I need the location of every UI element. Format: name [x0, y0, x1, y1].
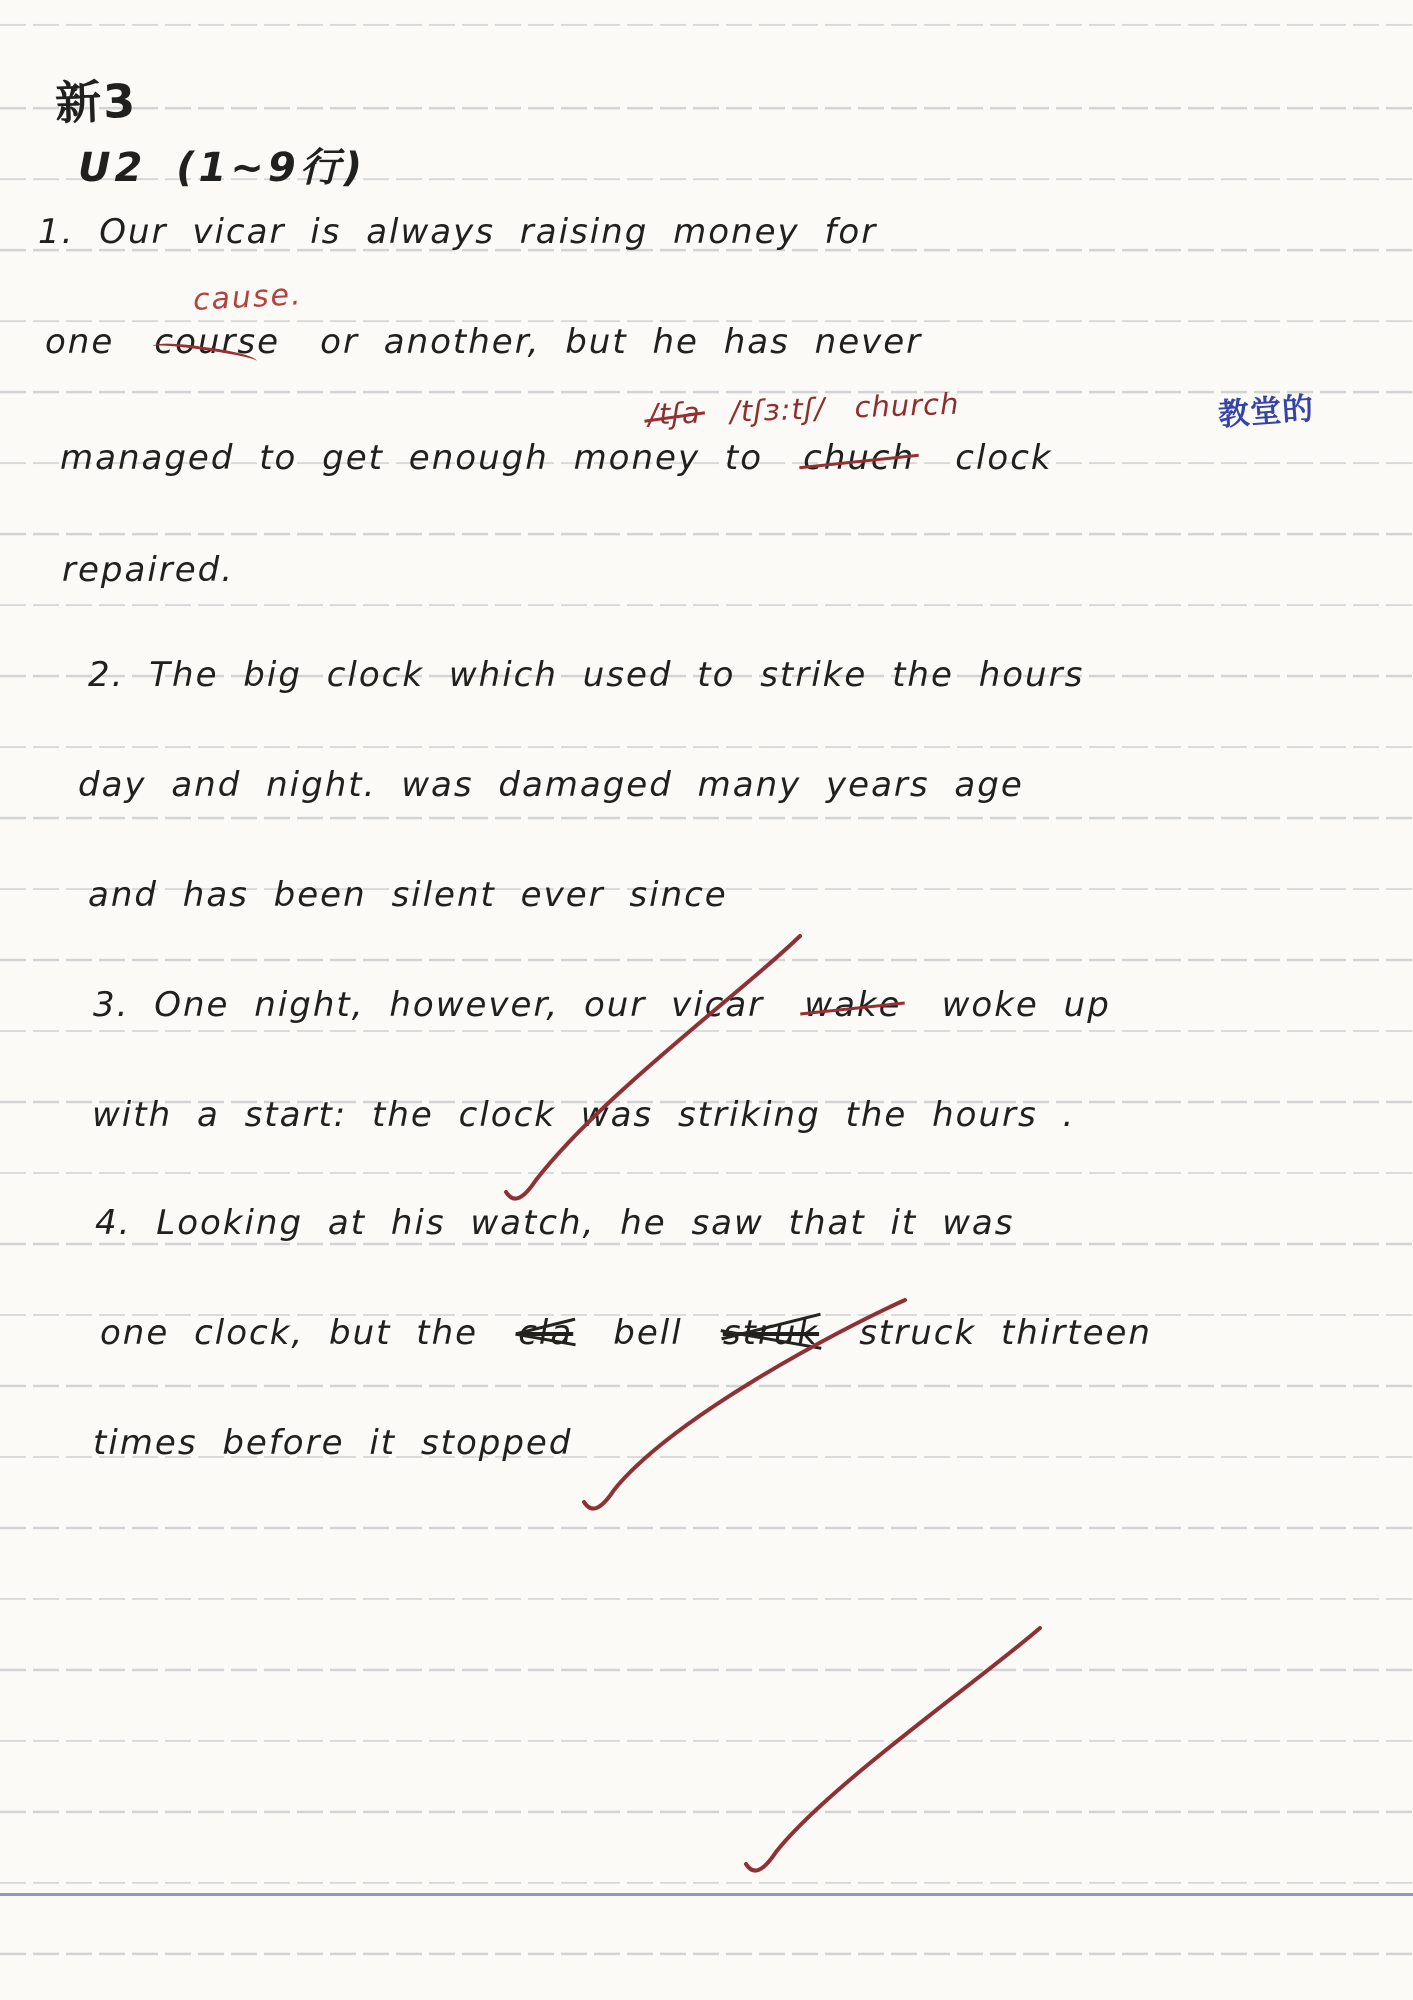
sentence-3-line-2	[92, 1095, 1075, 1135]
bottom-margin-line	[0, 1893, 1413, 1896]
sentence-3-line-1-rest: woke up	[941, 985, 1111, 1025]
sentence-4-line-3	[93, 1423, 572, 1463]
word-bell: bell	[613, 1313, 683, 1353]
sentence-4-line-2-rest: struck thirteen	[859, 1313, 1152, 1353]
sentence-2-line-2-text: day and night. was damaged many years age	[78, 765, 1024, 805]
phonetic-ipa-token: /tʃɜ:tʃ/	[729, 391, 826, 429]
sentence-4-line-1-text: 4. Looking at his watch, he saw that it was	[95, 1203, 1015, 1243]
sentence-1-line-3-start: managed to get enough money to	[60, 438, 764, 478]
sentence-4-line-2	[100, 1313, 1152, 1353]
sentence-2-line-3	[88, 875, 728, 915]
sentence-3-line-2-text: with a start: the clock was striking the hours .	[92, 1095, 1076, 1135]
sentence-4-line-2-start: one clock, but the	[100, 1313, 479, 1353]
red-check-mark-sentence-2	[506, 936, 800, 1199]
sentence-3-line-1-start: 3. One night, however, our vicar	[93, 985, 765, 1025]
sentence-1-line-2	[45, 322, 922, 362]
red-check-mark-sentence-4	[746, 1628, 1040, 1871]
sentence-2-line-1	[88, 655, 1084, 695]
sentence-2-line-3-text: and has been silent ever since	[88, 875, 728, 915]
word-one: one	[45, 322, 115, 362]
sentence-1-line-2-rest: or another, but he has never	[320, 322, 923, 362]
sentence-2-line-1-text: 2. The big clock which used to strike the hours	[88, 655, 1085, 695]
phonetic-word-token: church	[853, 386, 960, 425]
scribbled-word-cla: cla	[518, 1313, 574, 1353]
sentence-1-line-1	[38, 212, 877, 252]
sentence-1-line-4	[62, 550, 234, 590]
chinese-note-blue: 教堂的	[1217, 390, 1316, 434]
header-book-label: 新3	[54, 73, 139, 131]
word-clock: clock	[955, 438, 1053, 478]
sentence-2-line-2	[78, 765, 1024, 805]
phonetic-struck-token: /tʃa	[647, 395, 702, 432]
header-unit-label: U2 (1~9行)	[78, 145, 366, 191]
red-note-cause: cause.	[192, 277, 304, 318]
sentence-3-line-1	[93, 985, 1111, 1025]
sentence-1-line-1-text: 1. Our vicar is always raising money for	[38, 212, 878, 252]
struck-word-wake: wake	[804, 985, 902, 1025]
word-repaired: repaired.	[62, 550, 235, 590]
struck-word-chuch: chuch	[803, 438, 916, 478]
sentence-4-line-3-text: times before it stopped	[93, 1423, 573, 1463]
sentence-4-line-1	[95, 1203, 1014, 1243]
sentence-1-line-3	[60, 438, 1053, 478]
scribbled-word-struk: struk	[722, 1313, 820, 1353]
phonetic-annotation	[648, 387, 960, 432]
struck-word-course: course	[154, 322, 281, 362]
